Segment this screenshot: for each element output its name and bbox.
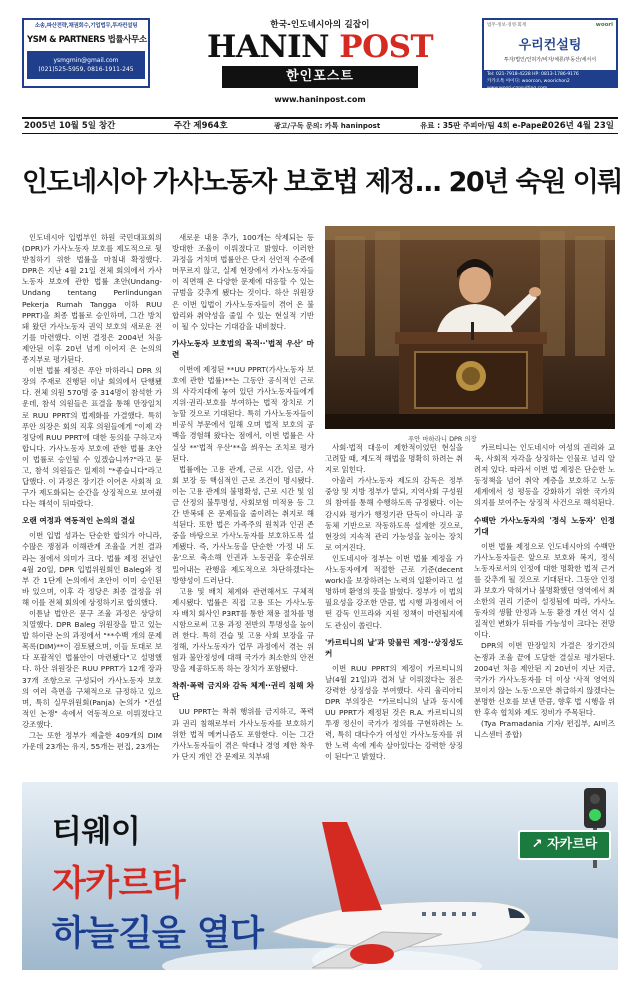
article-subheading: 가사노동자 보호법의 목적··'법적 우산' 마련 xyxy=(172,338,314,359)
article-paragraph: 이튿날 법안은 문구 조율 과정은 상당히 치열했다. DPR Baleg 위원장을 맡고 있는 밥 하이란 논의 과정에서 "**수백 개의 문제 목록(DIM)**이 검토됐으며, 이들 토대로 보다 포괄적인 법률안이 마련됐다"고 설명했다. 하산 위원장은 RUU PPRT가 12개 장과 37개 조항으로 구성되어 가사노동자 보호의 여러 측면을 구체적으로 규정하고 있으며, 특히 실무위원회(Panja) 논의가 "건설적인 논쟁" 속에서 역동적으로 이뤄졌다고 강조했다. xyxy=(22,609,162,729)
jakarta-direction-sign: ↗ 자카르타 xyxy=(518,830,611,860)
law-firm-name: YSM & PARTNERS 법률사무소 xyxy=(27,35,147,45)
distribution-info: 유료 : 35판 주피아/팀 4회 e-Paper xyxy=(420,121,546,130)
article-paragraph: 그는 또한 정부가 제출한 409개의 DIM 가운데 23개는 유지, 55개는 편집, 23개는 xyxy=(22,731,162,752)
article-subheading: '카르티니의 날'과 맞물린 제정··상징성도 커 xyxy=(325,637,463,658)
article-paragraph: 인도네시아 정부는 이번 법률 제정을 가사노동자에게 적절한 근로 기준(decent work)을 보장하려는 노력의 일환이라고 설명하며 환영의 뜻을 밝혔다. 정부가 이 법의 필요성을 강조한 만큼, 법 시행 과정에서 어떤 감독 인프라와 지원 정책이 마련될지에도 관심이 쏠린다. xyxy=(325,553,463,630)
article-subheading: 착취·폭력 금지와 감독 체계··권리 침해 차단 xyxy=(172,681,314,702)
consulting-services: 투자/법인/인허가/비자/체류/부동산/세서서 xyxy=(503,57,597,63)
article-paragraph: 이번에 제정된 **UU PPRT(가사노동자 보호에 관한 법률)**는 그동안 공식적인 근로의 사각지대에 놓여 있던 가사노동자들에게 지위·권리·보호를 부여하는 법적 장치로 기능할 것으로 기대된다. 특히 가사노동자들이 비공식 부문에서 일해 오며 법적 보호의 공백을 경험해 왔다는 점에서, 이번 법률은 사실상 **'법적 우산'**을 씌우는 조치로 평가된다. xyxy=(172,364,314,463)
logo-main-text: HANIN xyxy=(206,29,340,65)
article-paragraph: 새로운 내용 추가, 100개는 삭제되는 등 방대한 조율이 이뤄졌다고 밝혔다. 이러한 과정을 거치며 법률안은 단지 선언적 수준에 머무르지 않고, 실제 현장에서 가사노동자들이 직면해 온 다양한 문제에 대응할 수 있는 규범을 갖추게 됐다는 것이다. 하산 위원장은 이번 입법이 가사노동자들이 겪어 온 불합리와 취약성을 줄일 수 있는 현실적 기반이 될 수 있다는 기대감을 내비쳤다. xyxy=(172,233,314,331)
article-paragraph: 이번 입법 성과는 단순한 합의가 아니라, 수많은 쟁점과 이해관계 조율을 거친 결과라는 점에서 의미가 크다. 법률 제정 전날인 4월 20일, DPR 입법위원회인 Baleg와 정부 간 1단계 논의에서 초안이 이미 승인된 바 있으며, 이후 각 정당은 최종 결정을 위해 이를 전체 회의에 상정하기로 합의했다. xyxy=(22,531,162,607)
founded-date: 2005년 10월 5일 창간 xyxy=(24,121,116,131)
article-paragraph: 법률에는 고용 관계, 근로 시간, 임금, 사회 보장 등 핵심적인 근로 조건이 명시됐다. 이는 고용 관계의 불명확성, 근로 시간 및 임금 산정의 불투명성, 사회보험 미적용 등 그간 반복돼 온 문제들을 줄이려는 취지로 해석된다. 또한 법은 가족주의 원칙과 인권 존중을 바탕으로 가사노동자를 보호하도록 설계됐다. 즉, 가사노동을 단순한 '가정 내 도움'으로 축소해 인권과 노동권을 후순위로 밀어내는 관행을 제도적으로 차단하겠다는 방향성이 드러난다. xyxy=(172,464,314,585)
law-firm-ad[interactable] xyxy=(22,18,150,88)
article-paragraph: DPR의 이번 만장일치 가결은 장기간의 논쟁과 조율 끝에 도달한 결실로 평가된다. 2004년 처음 제안된 지 20년이 지난 지금, 국가가 가사노동자를 더 이상 '사적 영역의 보이지 않는 노동'으로만 취급하지 않겠다는 분명한 신호를 보낸 만큼, 향후 법 시행을 위한 후속 협치와 제도 정비가 주목된다. xyxy=(474,641,615,717)
article-paragraph: UU PPRT는 착취 행위를 금지하고, 폭력과 권리 침해로부터 가사노동자를 보호하기 위한 법적 메커니즘도 포함한다. 이는 그간 가사노동자들이 겪은 학대나 경영 제한 착우가 단지 개인 간 문제로 치부돼 xyxy=(172,707,314,761)
consulting-category: 법무·정보·경영·회계 xyxy=(487,23,527,28)
logo-korean-name: 한인포스트 xyxy=(222,66,418,88)
issue-number: 주간 제964호 xyxy=(174,121,228,131)
article-paragraph: (Tya Pramadania 기자/ 편집부, AI비즈니스센터 종합) xyxy=(474,719,615,740)
article-paragraph: 사회·법적 대응이 제한적이었던 현실을 고려할 때, 제도적 해법을 명확히 하려는 취지로 읽힌다. xyxy=(325,443,463,475)
masthead-tagline: 한국-인도네시아의 길잡이 xyxy=(270,20,370,30)
article-column-1 xyxy=(22,232,162,775)
article-paragraph: 인도네시아 입법부인 하원 국민대표회의(DPR)가 가사노동자 보호를 제도적으로 뒷받침하기 위한 법률을 마침내 확정했다. DPR은 지난 4월 21일 전체 회의에서 가사노동자 보호에 관한 법률 초안(Undang-Undang tentang Perlindungan Pekerja Rumah Tangga 이하 RUU PPRT)을 최종 법률로 승인하며, 그간 방치돼 왔던 가사노동자 권익 보호의 새로운 전기를 마련했다. 이번 결정은 2004년 처음 제안된 이후 20년 넘게 이어져 온 논의의 종지부로 평가된다. xyxy=(22,233,162,365)
ad-contact: 광고/구독 문의: 카톡 haninpost xyxy=(274,122,381,130)
ad-destination-line: 자카르타 xyxy=(52,864,186,904)
tway-airline-ad[interactable] xyxy=(22,782,618,970)
consulting-contact-band xyxy=(484,70,616,91)
issue-date: 2026년 4월 23일 xyxy=(542,121,614,131)
article-paragraph: 이번 법률 제정은 푸안 마하라니 DPR 의장의 주재로 진행된 이날 회의에서 단행됐다. 전체 의원 570명 중 314명이 참석한 가운데, 참석 의원들은 표결을 통해 만장일치로 RUU PPRT의 법제화를 가결했다. 특히 푸안 의장은 회의 직후 의원들에게 "이제 각 정당에 RUU PPRT에 대한 동의를 구하고자 합니다. 가사노동자 보호에 관한 법률 초안이 법률로 승인될 수 있겠습니까?"라고 묻고, 참석 의원들은 일제히 "*좋습니다"라고 답했다. 이 과정은 장기간 이어온 사회적 요구가 제도화되는 순간을 상징적으로 보여줬다는 해석이 뒤따랐다. xyxy=(22,366,162,509)
consulting-kakao: 카카오톡 아이디: woorcon, woorichon2 xyxy=(487,79,570,84)
ad-brand-line: 티웨이 xyxy=(52,814,141,850)
article-paragraph: 고용 및 배치 체계와 관련해서도 구체적 제시됐다. 법률은 직접 고용 또는 가사노동자 배치 회사인 P3RT를 통한 채용 절차를 명시함으로써 고용 과정 전반의 투명성을 높이려 한다. 특히 견습 및 고용 사회 보장을 규정해, 가사노동자가 업무 과정에서 겪는 위험과 불안정성에 대해 국가가 최소한의 안전망을 제공하도록 하는 장치가 포함됐다. xyxy=(172,586,314,674)
consulting-ad[interactable] xyxy=(482,18,618,91)
law-firm-email: ysmgmin@gmail.com xyxy=(53,57,119,64)
issue-info-bar xyxy=(22,117,618,134)
photo-caption: 푸안 마하라니 DPR 의장 xyxy=(408,435,477,443)
law-firm-contact-band xyxy=(27,51,145,79)
article-column-4 xyxy=(474,442,615,775)
article-photo[interactable] xyxy=(325,226,615,429)
article-column-3 xyxy=(325,442,463,775)
consulting-brand-small: woori xyxy=(595,22,613,28)
newspaper-masthead xyxy=(202,18,438,116)
article-paragraph: 이번 법률 제정으로 인도네시아의 수백만 가사노동자들은 앞으로 보호와 복지, 정식 노동자로서의 인정에 대한 명확한 법적 근거를 갖추게 될 것으로 기대된다. 그동안 인정과 보호가 막혀거나 불명확했던 영역에서 최소한의 권리 기준이 설정됨에 따라, 가사노동자의 생활 안정과 노동 환경 개선 역시 실질적인 변화가 뒤따를 가능성이 크다는 전망이다. xyxy=(474,541,615,640)
newspaper-logo[interactable] xyxy=(202,31,438,63)
article-paragraph: 카르티니는 인도네시아 여성의 권리와 교육, 사회적 자각을 상징하는 인물로 널리 알려져 있다. 따라서 이번 법 제정은 단순한 노동정책을 넘어 취약 계층을 보호하고 노동 세계에서 성 평등을 강화하기 위한 국가의 의지를 보여주는 상징적 사건으로 해석된다. xyxy=(474,443,615,508)
ad-slogan-line: 하늘길을 열다 xyxy=(52,914,264,954)
article-paragraph: 이번 RUU PPRT의 제정이 카르티니의 날(4월 21일)과 겹쳐 날 이뤄졌다는 점은 강력한 상징성을 부여했다. 사리 율리아티 DPR 부의장은 "카르티니의 날과 동시에 UU PPRT가 제정된 것은 R.A. 카르티니의 투쟁 정신이 국가가 정의를 구현하려는 노력, 특히 대다수가 여성인 가사노동자를 위한 노력 속에 계속 살아있다는 강력한 상징이 된다"고 밝혔다. xyxy=(325,663,463,762)
article-column-2 xyxy=(172,232,314,775)
article-subheading: 수백만 가사노동자의 '정식 노동자' 인정 기대 xyxy=(474,515,615,536)
law-firm-services: 소송,파산전략,채권회수,기업법무,투자컨설팅 xyxy=(34,23,138,29)
article-headline: 인도네시아 가사노동자 보호법 제정... 20년 숙원 이뤄 xyxy=(22,167,622,198)
website-url[interactable]: www.haninpost.com xyxy=(274,95,366,104)
logo-accent-text: POST xyxy=(339,29,434,65)
article-paragraph: 아울러 가사노동자 제도의 감독은 정부 중앙 및 지방 정부가 맡되, 지역사회 구성원의 참여를 통해 수행하도록 규정됐다. 이는 감시와 평가가 행정기관 단독이 아니라 공동체 기반으로 작동하도록 설계한 것으로, 현장의 지속적 관리 가능성을 높이는 장치로 여겨진다. xyxy=(325,476,463,552)
consulting-phone: Tel: 021-7918-4228 HP: 0813-1786-9176 xyxy=(487,72,579,77)
dpr-speaker-photo xyxy=(325,226,615,429)
masthead-header xyxy=(22,18,618,116)
article-subheading: 오랜 여정과 역동적인 논의의 결실 xyxy=(22,516,136,526)
consulting-website: www.woori-consulting.com xyxy=(487,86,548,91)
law-firm-phone: (021)525-5959, 0816-1911-245 xyxy=(38,66,134,73)
consulting-name: 우리컨설팅 xyxy=(518,38,582,53)
